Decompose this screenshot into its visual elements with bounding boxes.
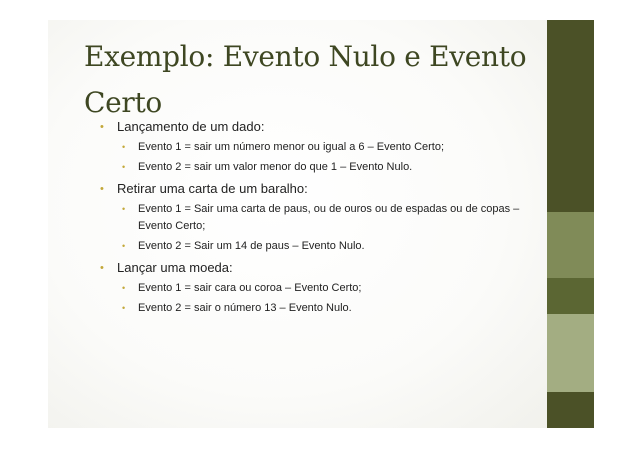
slide-title: Exemplo: Evento Nulo e Evento Certo: [84, 40, 527, 119]
bullet-list: [100, 118, 540, 321]
sidebar-segment: [547, 20, 594, 212]
list-item-text: Retirar uma carta de um baralho:: [117, 181, 308, 196]
sub-list-item-text: Evento 1 = Sair uma carta de paus, ou de ouros ou de espadas ou de copas – Evento Certo;: [138, 203, 520, 232]
bullet-group: [100, 180, 540, 255]
bullet-icon: •: [100, 183, 104, 195]
list-item: [100, 259, 540, 277]
bullet-icon: •: [100, 262, 104, 274]
bullet-icon: •: [122, 162, 126, 172]
bullet-icon: •: [122, 303, 126, 313]
bullet-icon: •: [122, 283, 126, 293]
bullet-icon: •: [100, 121, 104, 133]
sub-list-item: [122, 280, 538, 297]
sub-list-item-text: Evento 1 = sair um número menor ou igual a 6 – Evento Certo;: [138, 141, 445, 153]
list-item: [100, 180, 540, 198]
sub-list-item-text: Evento 1 = sair cara ou coroa – Evento Certo;: [138, 282, 362, 294]
bullet-group: [100, 259, 540, 317]
decorative-sidebar: [547, 20, 594, 428]
sub-list-item-text: Evento 2 = sair o número 13 – Evento Nulo.: [138, 302, 352, 314]
sidebar-segment: [547, 314, 594, 392]
sub-list-item: [122, 238, 538, 255]
sidebar-segment: [547, 392, 594, 428]
bullet-group: [100, 118, 540, 176]
sub-list-item-text: Evento 2 = Sair um 14 de paus – Evento Nulo.: [138, 240, 365, 252]
sub-list-item: [122, 139, 538, 156]
bullet-icon: •: [122, 241, 126, 251]
list-item-text: Lançamento de um dado:: [117, 119, 265, 134]
sub-list-item: [122, 300, 538, 317]
sub-list-item: [122, 201, 538, 235]
bullet-icon: •: [122, 142, 126, 152]
list-item: [100, 118, 540, 136]
sub-list-item: [122, 159, 538, 176]
sidebar-segment: [547, 278, 594, 314]
list-item-text: Lançar uma moeda:: [117, 260, 233, 275]
bullet-icon: •: [122, 204, 126, 214]
sub-list-item-text: Evento 2 = sair um valor menor do que 1 – Evento Nulo.: [138, 161, 413, 173]
sidebar-segment: [547, 212, 594, 278]
